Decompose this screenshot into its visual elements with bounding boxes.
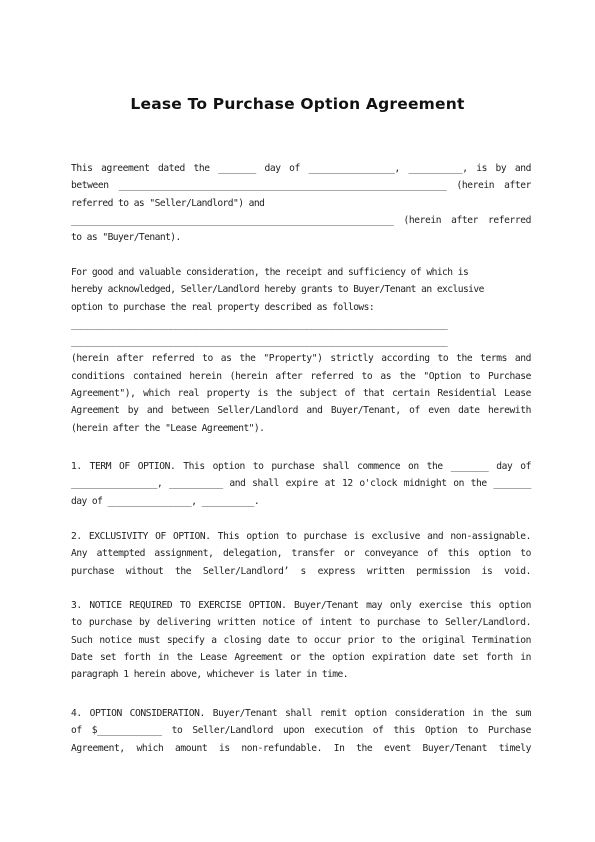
section-term-of-option (71, 458, 531, 510)
paragraph-line: Any attempted assignment, delegation, transfer or conveyance of this option to (71, 548, 531, 560)
paragraph-grant (71, 264, 531, 437)
paragraph-line: (herein after the "Lease Agreement"). (71, 422, 265, 434)
section-option-consideration (71, 705, 531, 757)
paragraph-line: 1. TERM OF OPTION. This option to purchase shall commence on the _______ day of (71, 461, 531, 472)
paragraph-line: (herein after referred to as the "Property") strictly according to the terms and (71, 353, 531, 365)
paragraph-line: referred to as "Seller/Landlord") and (71, 197, 265, 209)
paragraph-line: 3. NOTICE REQUIRED TO EXERCISE OPTION. Buyer/Tenant may only exercise this option (71, 600, 531, 611)
paragraph-line: hereby acknowledged, Seller/Landlord hereby grants to Buyer/Tenant an exclusive (71, 284, 484, 296)
paragraph-line: conditions contained herein (herein after referred to as the "Option to Purchase (71, 370, 531, 382)
paragraph-line: to purchase by delivering written notice of intent to purchase to Seller/Landlord. (71, 617, 531, 629)
paragraph-line: paragraph 1 herein above, whichever is later in time. (71, 669, 348, 681)
section-notice-required (71, 597, 531, 683)
paragraph-line: to as "Buyer/Tenant). (71, 232, 181, 244)
paragraph-line: option to purchase the real property described as follows: (71, 301, 375, 313)
paragraph-line: ________________, __________ and shall expire at 12 o'clock midnight on the _______ (71, 478, 531, 490)
paragraph-line: For good and valuable consideration, the receipt and sufficiency of which is (71, 267, 469, 278)
paragraph-line: between _____________________________________________________________ (herein after (71, 180, 531, 192)
paragraph-line: of $____________ to Seller/Landlord upon execution of this Option to Purchase (71, 725, 531, 737)
property-blank-line: ________________________________________________________________________ (71, 318, 448, 330)
paragraph-line: Date set forth in the Lease Agreement or the option expiration date set forth in (71, 651, 531, 663)
paragraph-line: 4. OPTION CONSIDERATION. Buyer/Tenant shall remit option consideration in the sum (71, 708, 531, 719)
paragraph-line: Agreement by and between Seller/Landlord and Buyer/Tenant, of even date herewith (71, 405, 531, 417)
paragraph-line: Agreement"), which real property is the subject of that certain Residential Lease (71, 388, 531, 400)
document-title: Lease To Purchase Option Agreement (130, 95, 465, 113)
paragraph-line: Agreement, which amount is non-refundable. In the event Buyer/Tenant timely (71, 742, 531, 754)
paragraph-line: 2. EXCLUSIVITY OF OPTION. This option to purchase is exclusive and non-assignable. (71, 531, 531, 542)
property-blank-line: ________________________________________________________________________ (71, 336, 448, 348)
section-exclusivity (71, 528, 531, 580)
paragraph-line: This agreement dated the _______ day of ________________, __________, is by and (71, 163, 531, 174)
paragraph-line: Such notice must specify a closing date to occur prior to the original Termination (71, 634, 531, 646)
paragraph-line: day of ________________, __________. (71, 495, 260, 507)
paragraph-line: purchase without the Seller/Landlord’ s express written permission is void. (71, 565, 531, 577)
paragraph-preamble (71, 160, 531, 246)
paragraph-line: ____________________________________________________________ (herein after referred (71, 214, 531, 226)
